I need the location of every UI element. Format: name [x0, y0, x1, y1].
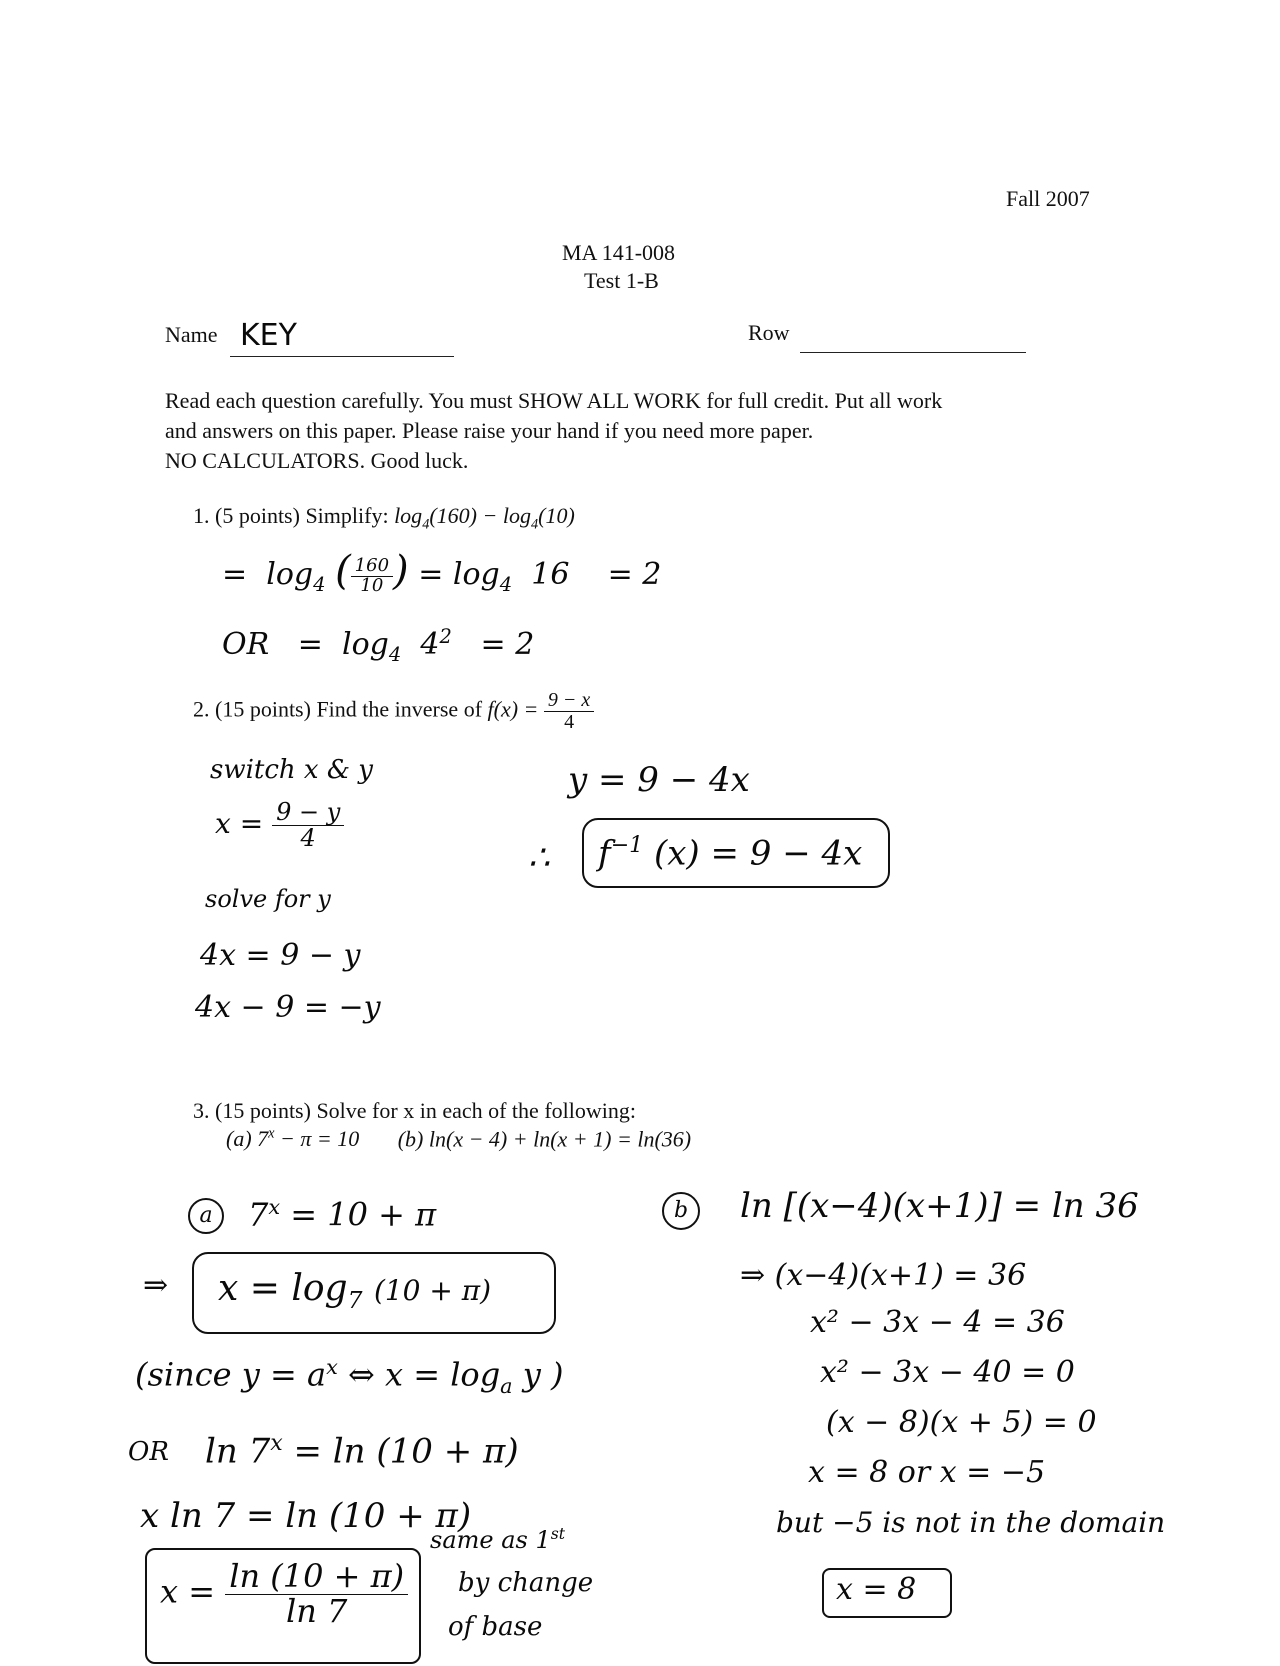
- q1-w1-sub: 4: [313, 573, 326, 596]
- q3b-step-3: x² − 3x − 4 = 36: [810, 1305, 1065, 1340]
- row-label: Row: [748, 320, 790, 345]
- q3b-step-1: ln [(x−4)(x+1)] = ln 36: [740, 1186, 1139, 1226]
- q2-den: 4: [564, 711, 575, 733]
- q3a-since: (since $y = a^x$ ⇔ $x = \log_a y$ ): [135, 1355, 564, 1399]
- q1-prompt: [193, 503, 575, 533]
- q3-parts: [226, 1126, 691, 1152]
- q3b-answer: x = 8: [836, 1572, 917, 1607]
- q3a-label: a: [199, 1203, 213, 1228]
- instructions-line-1: Read each question carefully. You must SHOW ALL WORK for full credit. Put all work: [165, 388, 943, 413]
- q3a-step-ln1: $\ln 7^x = \ln (10 + \pi)$: [205, 1430, 519, 1472]
- row-line: [800, 352, 1026, 353]
- q1-w1-log2: = log: [418, 557, 500, 592]
- q2-s2-lhs: x =: [215, 807, 264, 841]
- q2-result-y: y = 9 − 4x: [568, 760, 750, 800]
- instructions-line-3: NO CALCULATORS. Good luck.: [165, 448, 469, 473]
- q3b-label-circle: [662, 1192, 700, 1230]
- q2-number: 2.: [193, 696, 210, 722]
- q2-step-2: [215, 800, 344, 851]
- instructions-line-2: and answers on this paper. Please raise your hand if you need more paper.: [165, 418, 814, 443]
- q3-number: 3.: [193, 1098, 210, 1123]
- q3a-note-1: same as 1st: [430, 1525, 566, 1554]
- term-label: Fall 2007: [1006, 186, 1090, 211]
- q2-step-3: solve for y: [205, 885, 331, 913]
- q2-step-5: 4x − 9 = −y: [195, 990, 381, 1025]
- q1-w1-16: 16: [531, 557, 570, 592]
- q1-points: (5 points) Simplify:: [215, 503, 389, 528]
- q1-work-line-1: = $\log_4$ ( $\frac{160}{10}$ ) = $\log_4 16$ = 2: [222, 548, 662, 596]
- q3-prompt: [193, 1098, 636, 1124]
- q2-answer-rest: (x) = 9 − 4x: [653, 833, 863, 874]
- q1-w1-sub2: 4: [499, 573, 513, 596]
- q3a-answer2-den: ln 7: [285, 1591, 348, 1630]
- q2-answer: [598, 832, 862, 873]
- q1-w1-den: 10: [360, 574, 384, 596]
- q3a-label-circle: [188, 1198, 224, 1234]
- q3b-step-7: but −5 is not in the domain: [776, 1506, 1166, 1539]
- q2-prompt: [193, 690, 594, 733]
- q3b-step-2: ⇒ (x−4)(x+1) = 36: [740, 1258, 1027, 1293]
- q3b-label: b: [673, 1198, 689, 1223]
- q3-points: (15 points) Solve for x in each of the following:: [215, 1098, 636, 1123]
- q2-step-4: 4x = 9 − y: [200, 938, 361, 973]
- q1-w2-sub: 4: [388, 643, 402, 666]
- q2-s2-num: 9 − y: [272, 800, 344, 826]
- q3a-step-ln2: x ln 7 = ln (10 + π): [140, 1496, 472, 1536]
- q3a-answer2: [160, 1557, 408, 1630]
- q1-expression: $\log_4(160) - \log_4(10)$: [394, 503, 575, 533]
- q1-w1-num: 160: [351, 557, 393, 577]
- q1-w2-exp: 2: [439, 625, 452, 648]
- q1-w2-eq: =: [297, 627, 323, 662]
- name-line: [230, 356, 454, 357]
- q1-work-line-2: [222, 625, 534, 666]
- q3-part-a: (a) 7$^x$ − π = 10: [226, 1126, 360, 1152]
- name-label: Name: [165, 322, 218, 347]
- q1-w2-log: log: [342, 627, 389, 662]
- q2-s2-den: 4: [300, 824, 316, 853]
- q3a-note-2: by change: [458, 1568, 594, 1598]
- q3b-step-5: (x − 8)(x + 5) = 0: [826, 1405, 1097, 1440]
- q3a-step-1: 7$^x$ = 10 + π: [248, 1195, 437, 1234]
- q3a-answer2-num: ln (10 + π): [225, 1560, 408, 1595]
- q2-step-1: switch x & y: [210, 755, 373, 785]
- q3a-arrow: ⇒: [143, 1268, 169, 1303]
- q3a-answer: $x = \log_7 (10 + \pi)$: [218, 1268, 492, 1315]
- q3-part-b: (b) ln(x − 4) + ln(x + 1) = ln(36): [397, 1126, 692, 1152]
- name-value: KEY: [240, 318, 297, 353]
- q1-w2-result: = 2: [480, 627, 535, 662]
- q1-w2-base: 4: [420, 627, 440, 662]
- q1-w1-log: log: [266, 557, 314, 592]
- q2-answer-f: f: [598, 833, 611, 874]
- course-title: MA 141-008: [562, 240, 676, 265]
- q2-answer-exp: −1: [610, 832, 644, 858]
- q2-num: 9 − x: [544, 690, 594, 712]
- q1-w2-or: OR: [222, 627, 270, 662]
- q2-points: (15 points) Find the inverse of: [215, 696, 483, 722]
- q3a-or: OR: [128, 1437, 169, 1467]
- test-title: Test 1-B: [584, 268, 659, 293]
- q2-therefore: ∴: [528, 838, 550, 878]
- q3a-answer2-lhs: x =: [160, 1572, 216, 1611]
- q1-w1-result: = 2: [607, 557, 662, 592]
- q3a-note-3: of base: [448, 1612, 543, 1642]
- q3b-step-6: x = 8 or x = −5: [808, 1455, 1046, 1490]
- q2-fx: f(x) =: [487, 696, 539, 722]
- q3b-step-4: x² − 3x − 40 = 0: [820, 1355, 1075, 1390]
- q1-w1-eq: =: [222, 557, 248, 592]
- q1-number: 1.: [193, 503, 210, 528]
